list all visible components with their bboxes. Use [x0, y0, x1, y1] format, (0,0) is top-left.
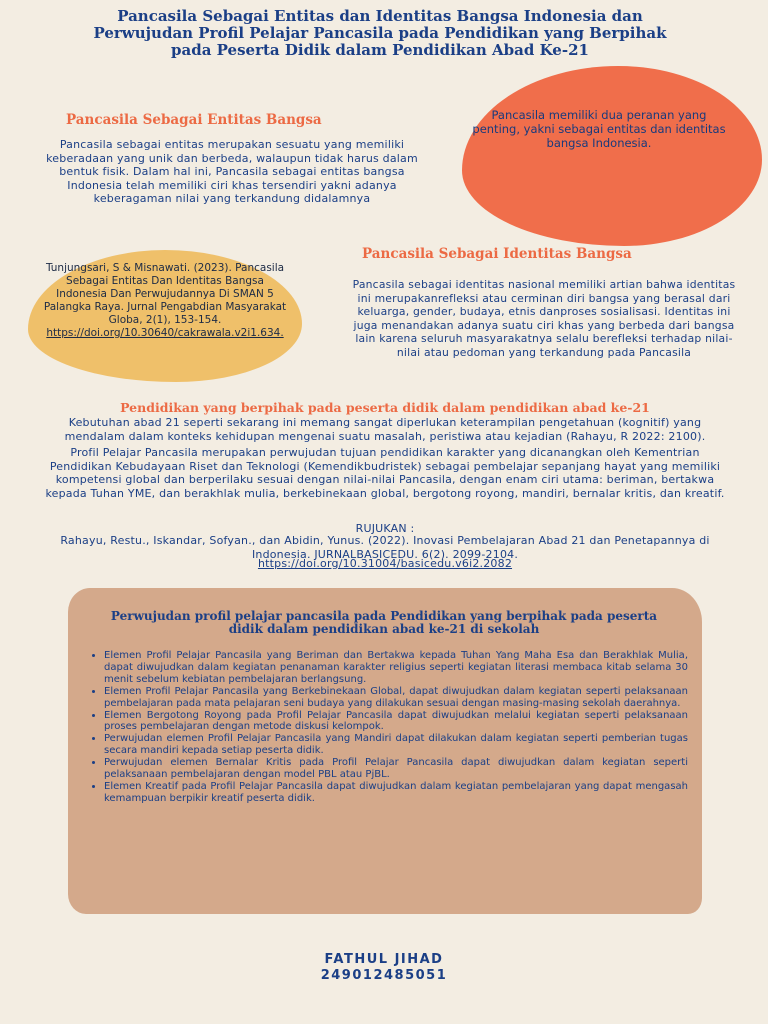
list-item: • Elemen Kreatif pada Profil Pelajar Pancasila dapat diwujudkan dalam kegiatan pembelajaran yang dapat mengasah kemampuan berpikir kreatif peserta didik. — [104, 781, 688, 805]
identitas-heading: Pancasila Sebagai Identitas Bangsa — [362, 246, 632, 262]
list-item: • Perwujudan elemen Profil Pelajar Pancasila yang Mandiri dapat dilakukan dalam kegiatan seperti pemberian tugas secara mandiri kepada setiap peserta didik. — [104, 733, 688, 757]
card-bullet-list — [82, 650, 688, 805]
author-block — [234, 952, 534, 984]
pendidikan-paragraph-2: Profil Pelajar Pancasila merupakan perwujudan tujuan pendidikan karakter yang dicanangkan oleh Kementrian Pendidikan Kebudayaan Riset dan Teknologi (Kemendikbudristek) sebagai pembelajar sepanjang hayat yang memiliki kompetensi global dan berperilaku sesuai dengan nilai-nilai Pancasila, dengan enam ciri utama: beriman, bertakwa kepada Tuhan YME, dan berakhlak mulia, berkebinekaan global, bergotong royong, mandiri, bernalar kritis, dan kreatif. — [45, 446, 725, 500]
card-heading — [96, 610, 672, 636]
card-heading-line-2: didik dalam pendidikan abad ke-21 di sekolah — [228, 622, 540, 636]
rujukan-label: RUJUKAN : — [355, 522, 415, 535]
page-title: Pancasila Sebagai Entitas dan Identitas Bangsa Indonesia dan Perwujudan Profil Pelajar Pancasila pada Pendidikan yang Berpihak pada Peserta Didik dalam Pendidikan Abad Ke-21 — [93, 7, 667, 59]
entitas-body: Pancasila sebagai entitas merupakan sesuatu yang memiliki keberadaan yang unik dan berbeda, walaupun tidak harus dalam bentuk fisik. Dalam hal ini, Pancasila sebagai entitas bangsa Indonesia telah memiliki ciri khas tersendiri yakni adanya keberagaman nilai yang terkandung didalamnya — [46, 138, 418, 205]
list-item: • Elemen Bergotong Royong pada Profil Pelajar Pancasila dapat diwujudkan melalui kegiatan seperti pelaksanaan proses pembelajaran dengan metode diskusi kelompok. — [104, 710, 688, 734]
rujukan-link[interactable]: https://doi.org/10.31004/basicedu.v6i2.2082 — [257, 557, 513, 570]
list-item: • Elemen Profil Pelajar Pancasila yang Beriman dan Bertakwa kepada Tuhan Yang Maha Esa dan Berakhlak Mulia, dapat diwujudkan dalam kegiatan penanaman karakter religius seperti kegiatan literasi membaca kitab selama 30 menit sebelum kebiatan pembelajaran berlangsung. — [104, 650, 688, 686]
identitas-body: Pancasila sebagai identitas nasional memiliki artian bahwa identitas ini merupakanrefleksi atau cerminan diri bangsa yang berasal dari keluarga, gender, budaya, etnis danproses sosialisasi. Identitas ini juga menandakan adanya suatu ciri khas yang berbeda dari bangsa lain karena seluruh masyarakatnya selalu berefleksi terhadap nilai-nilai atau pedoman yang terkandung pada Pancasila — [352, 278, 736, 359]
entitas-heading: Pancasila Sebagai Entitas Bangsa — [66, 112, 322, 128]
author-id: 249012485051 — [320, 968, 448, 983]
card-heading-line-1: Perwujudan profil pelajar pancasila pada Pendidikan yang berpihak pada peserta — [110, 609, 658, 623]
yellow-blob-citation — [40, 262, 290, 340]
list-item: • Perwujudan elemen Bernalar Kritis pada Profil Pelajar Pancasila dapat diwujudkan dalam kegiatan seperti pelaksanaan pembelajaran dengan model PBL atau PjBL. — [104, 757, 688, 781]
author-name: FATHUL JIHAD — [324, 952, 444, 967]
orange-blob-text: Pancasila memiliki dua peranan yang penting, yakni sebagai entitas dan identitas bangsa Indonesia. — [472, 108, 726, 150]
citation-text: Tunjungsari, S & Misnawati. (2023). Pancasila Sebagai Entitas Dan Identitas Bangsa Indonesia Dan Perwujudannya Di SMAN 5 Palangka Raya. Jurnal Pengabdian Masyarakat Globa, 2(1), 153-154. — [43, 262, 287, 326]
citation-link[interactable]: https://doi.org/10.30640/cakrawala.v2i1.634. — [46, 327, 284, 339]
pendidikan-paragraph-1: Kebutuhan abad 21 seperti sekarang ini memang sangat diperlukan keterampilan pengetahuan (kognitif) yang mendalam dalam konteks kehidupan mengenai suatu masalah, peristiwa atau kejadian (Rahayu, R 2022: 2100). — [64, 416, 706, 443]
list-item: • Elemen Profil Pelajar Pancasila yang Berkebinekaan Global, dapat diwujudkan dalam kegiatan seperti pelaksanaan pembelajaran pada mata pelajaran seni budaya yang dilakukan sesuai dengan masing-masing sekolah daerahnya. — [104, 686, 688, 710]
orange-blob-shape — [462, 66, 762, 246]
rujukan-text: Rahayu, Restu., Iskandar, Sofyan., dan Abidin, Yunus. (2022). Inovasi Pembelajaran Abad 21 dan Penetapannya di Indonesia. JURNALBASICEDU. 6(2). 2099-2104. — [60, 534, 710, 561]
pendidikan-heading: Pendidikan yang berpihak pada peserta didik dalam pendidikan abad ke-21 — [120, 400, 650, 415]
